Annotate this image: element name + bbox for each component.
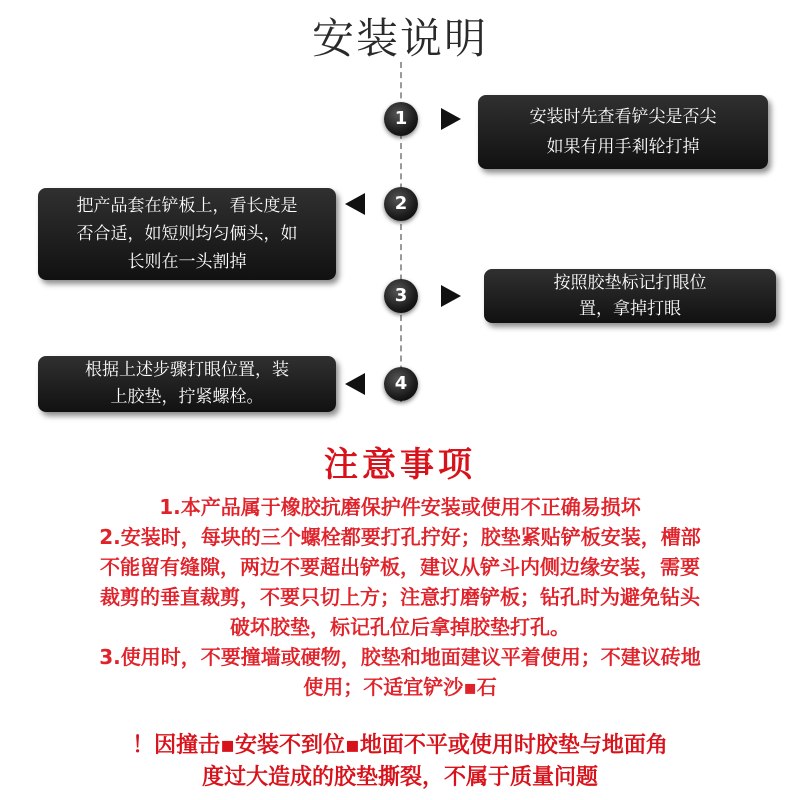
warning-line: 度过大造成的胶垫撕裂，不属于质量问题 bbox=[201, 765, 598, 790]
notice-title: 注意事项 bbox=[324, 445, 476, 485]
step-1-line-2: 如果有用手剎轮打掉 bbox=[546, 137, 700, 157]
step-2-line-2: 否合适，如短则均匀俩头，如 bbox=[76, 224, 298, 244]
notice-line: 破坏胶垫，标记孔位后拿掉胶垫打孔。 bbox=[230, 615, 570, 639]
step-number-4: 4 bbox=[384, 367, 418, 401]
notice-line: 使用；不适宜铲沙▪石 bbox=[303, 675, 497, 699]
step-number-1: 1 bbox=[384, 102, 418, 136]
page-title: 安装说明 bbox=[311, 14, 488, 63]
warning-line: ！因撞击▪安装不到位▪地面不平或使用时胶垫与地面角 bbox=[132, 733, 668, 758]
step-2-line-1: 把产品套在铲板上，看长度是 bbox=[76, 196, 298, 216]
arrow-right-icon bbox=[441, 108, 461, 130]
step-number-2: 2 bbox=[384, 187, 418, 221]
step-4-line-1: 根据上述步骤打眼位置，装 bbox=[85, 360, 289, 380]
notice-text bbox=[14, 492, 786, 702]
step-box-2 bbox=[38, 188, 336, 280]
step-number-3: 3 bbox=[384, 279, 418, 313]
notice-line: 裁剪的垂直裁剪，不要只切上方；注意打磨铲板；钻孔时为避免钻头 bbox=[100, 585, 700, 609]
notice-line: 不能留有缝隙，两边不要超出铲板，建议从铲斗内侧边缘安装，需要 bbox=[100, 555, 700, 579]
step-3-line-1: 按照胶垫标记打眼位 bbox=[553, 273, 707, 293]
step-box-3 bbox=[484, 269, 776, 323]
arrow-right-icon bbox=[441, 285, 461, 307]
arrow-left-icon bbox=[345, 193, 365, 215]
step-4-line-2: 上胶垫，拧紧螺栓。 bbox=[110, 387, 264, 407]
arrow-left-icon bbox=[345, 373, 365, 395]
step-2-line-3: 长则在一头割掉 bbox=[127, 252, 247, 272]
notice-line: 1.本产品属于橡胶抗磨保护件安装或使用不正确易损坏 bbox=[159, 495, 641, 519]
step-box-1 bbox=[478, 95, 768, 169]
step-1-line-1: 安装时先查看铲尖是否尖 bbox=[529, 107, 717, 127]
warning-text bbox=[14, 730, 786, 794]
notice-line: 3.使用时，不要撞墙或硬物，胶垫和地面建议平着使用；不建议砖地 bbox=[99, 645, 701, 669]
step-3-line-2: 置，拿掉打眼 bbox=[579, 299, 681, 319]
notice-line: 2.安装时，每块的三个螺栓都要打孔拧好；胶垫紧贴铲板安装，槽部 bbox=[99, 525, 701, 549]
step-box-4 bbox=[38, 356, 336, 412]
